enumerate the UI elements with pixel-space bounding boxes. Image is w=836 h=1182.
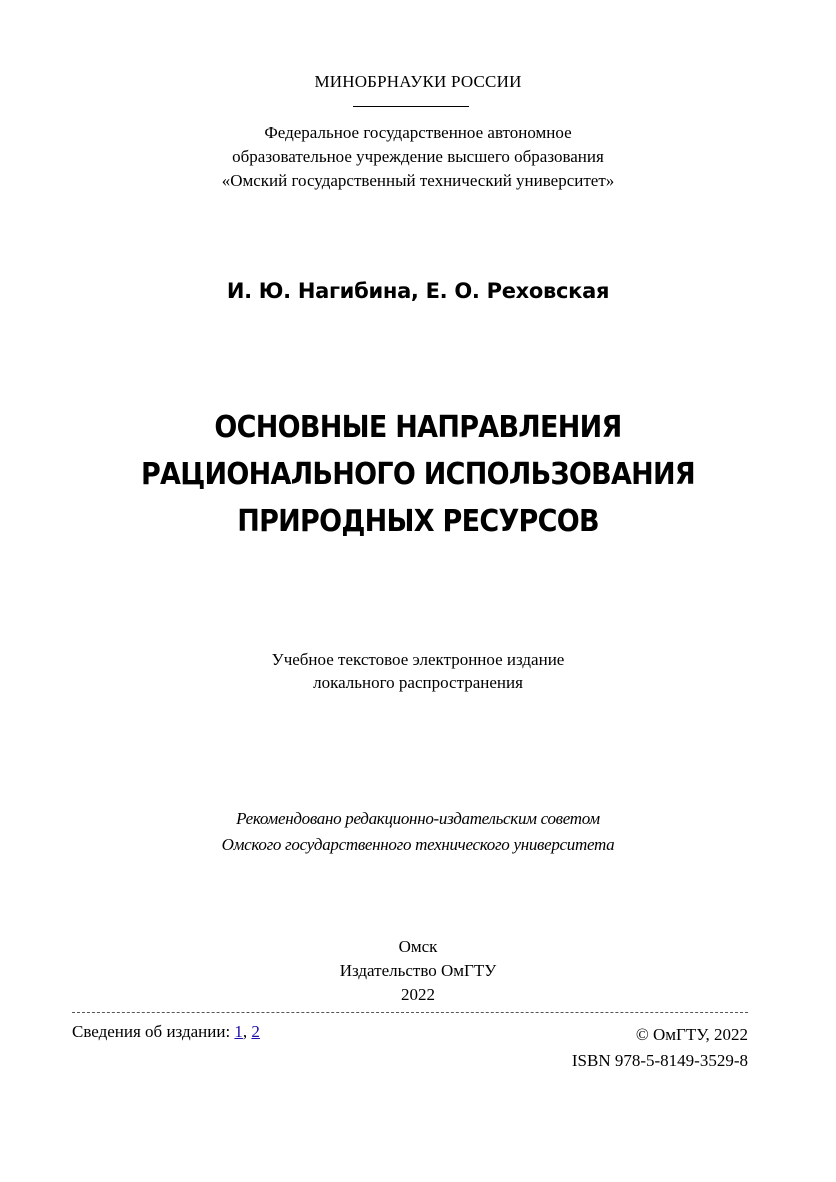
imprint-year: 2022 [401, 985, 435, 1004]
edition-info [72, 1022, 260, 1042]
title-line: ПРИРОДНЫХ РЕСУРСОВ [237, 504, 599, 539]
institution-line: образовательное учреждение высшего образования [232, 147, 604, 166]
recommendation-line: Рекомендовано редакционно-издательским советом [236, 809, 600, 828]
authors: И. Ю. Нагибина, Е. О. Реховская [226, 279, 610, 303]
imprint-city: Омск [398, 937, 438, 956]
title-line: РАЦИОНАЛЬНОГО ИСПОЛЬЗОВАНИЯ [140, 457, 696, 492]
ministry-name: МИНОБРНАУКИ РОССИИ [314, 72, 522, 91]
edition-type [0, 648, 836, 694]
ministry-divider [353, 106, 469, 107]
imprint [0, 935, 836, 1007]
copyright: © ОмГТУ, 2022 [635, 1025, 748, 1044]
footer-divider [72, 1012, 748, 1013]
book-title [42, 404, 794, 545]
recommendation-note [0, 806, 836, 858]
edition-info-link-1[interactable]: 1 [234, 1022, 243, 1041]
institution-line: «Омский государственный технический университет» [221, 171, 615, 190]
edition-line: Учебное текстовое электронное издание [271, 650, 565, 669]
copyright-block [572, 1022, 748, 1074]
edition-line: локального распространения [313, 673, 523, 692]
imprint-publisher: Издательство ОмГТУ [339, 961, 497, 980]
institution-block [0, 121, 836, 193]
institution-line: Федеральное государственное автономное [264, 123, 572, 142]
isbn: ISBN 978-5-8149-3529-8 [571, 1051, 748, 1070]
recommendation-line: Омского государственного технического университета [221, 835, 615, 854]
edition-info-link-2[interactable]: 2 [251, 1022, 260, 1041]
link-separator: , [242, 1022, 248, 1041]
edition-info-label: Сведения об издании: [72, 1022, 231, 1041]
title-line: ОСНОВНЫЕ НАПРАВЛЕНИЯ [214, 410, 622, 445]
